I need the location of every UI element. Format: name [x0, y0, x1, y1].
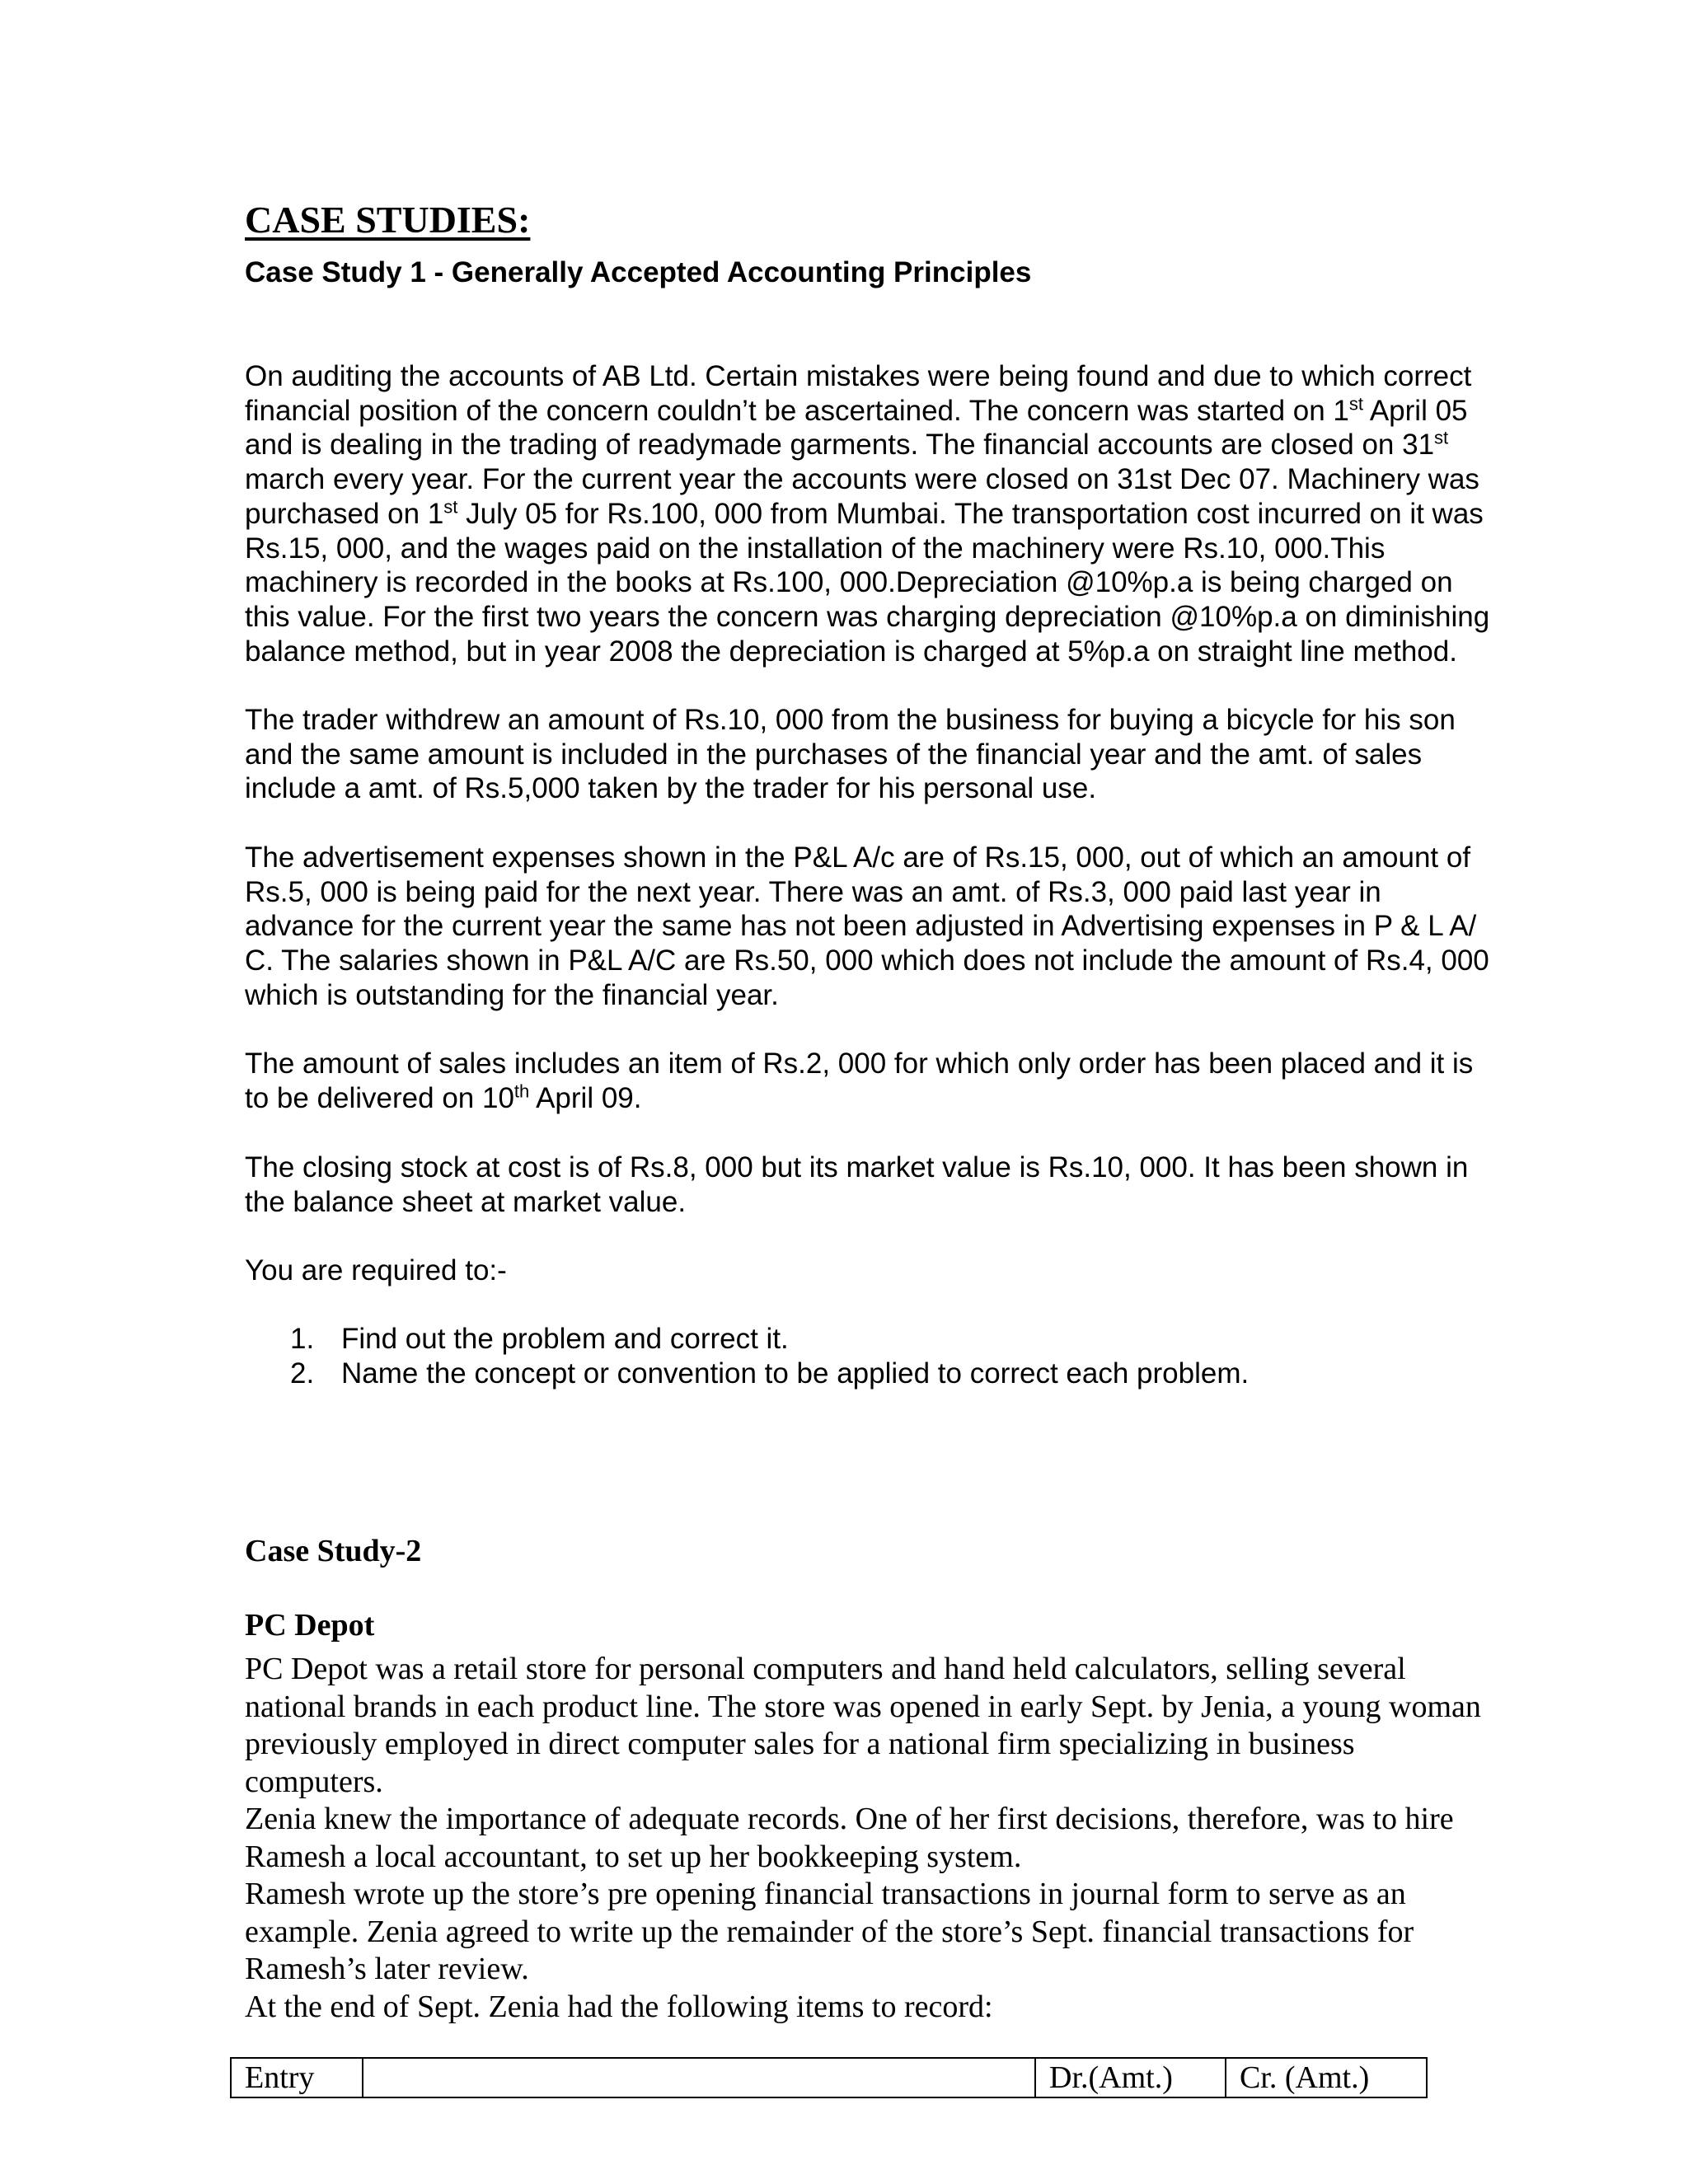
text-line: example. Zenia agreed to write up the remainder of the store’s Sept. financial transactions for	[245, 1914, 1414, 1949]
list-item: 2. Name the concept or convention to be applied to correct each problem.	[290, 1357, 1250, 1390]
text-line: Ramesh a local accountant, to set up her bookkeeping system.	[245, 1839, 1022, 1874]
case-study-1-paragraph-2	[245, 703, 1456, 806]
text-line: Rs.15, 000, and the wages paid on the installation of the machinery were Rs.10, 000.This	[245, 532, 1386, 565]
table-header-entry: Entry	[231, 2058, 363, 2097]
text-line: computers.	[245, 1764, 383, 1799]
page-heading: CASE STUDIES:	[245, 199, 531, 241]
table-header-row	[231, 2058, 1427, 2097]
journal-entry-table	[230, 2057, 1428, 2098]
table-header-credit: Cr. (Amt.)	[1226, 2058, 1427, 2097]
case-study-1-paragraph-5	[245, 1151, 1468, 1219]
table-header-description	[363, 2058, 1035, 2097]
text-line: Zenia knew the importance of adequate records. One of her first decisions, therefore, was to hire	[245, 1802, 1454, 1836]
case-study-2-body	[245, 1651, 1481, 2026]
text-line: Rs.5, 000 is being paid for the next year. There was an amt. of Rs.3, 000 paid last year in	[245, 875, 1381, 908]
case-study-1-paragraph-4	[245, 1047, 1473, 1115]
text-line: balance method, but in year 2008 the depreciation is charged at 5%p.a on straight line method.	[245, 635, 1457, 668]
text-line: At the end of Sept. Zenia had the following items to record:	[245, 1989, 993, 2024]
case-study-1-paragraph-3	[245, 841, 1489, 1013]
text-line: Ramesh’s later review.	[245, 1952, 529, 1986]
text-line: The advertisement expenses shown in the P&L A/c are of Rs.15, 000, out of which an amount of	[245, 841, 1471, 874]
text-line: this value. For the first two years the concern was charging depreciation @10%p.a on diminishing	[245, 600, 1490, 633]
table-header-debit: Dr.(Amt.)	[1035, 2058, 1226, 2097]
text-line: national brands in each product line. The store was opened in early Sept. by Jenia, a young woman	[245, 1689, 1481, 1724]
list-item: 1. Find out the problem and correct it.	[290, 1323, 789, 1355]
text-line: and the same amount is included in the purchases of the financial year and the amt. of sales	[245, 738, 1423, 771]
text-line: march every year. For the current year the accounts were closed on 31st Dec 07. Machinery was	[245, 463, 1479, 496]
case-study-1-title: Case Study 1 - Generally Accepted Accounting Principles	[245, 256, 1032, 288]
text-line: the balance sheet at market value.	[245, 1185, 687, 1218]
case-study-1-instruction: You are required to:-	[245, 1254, 507, 1286]
text-line: financial position of the concern couldn’t be ascertained. The concern was started on 1st April 05	[245, 393, 1468, 427]
text-line: Ramesh wrote up the store’s pre opening financial transactions in journal form to serve as an	[245, 1877, 1406, 1911]
case-study-1-paragraph-1	[245, 359, 1489, 668]
case-study-2-title: Case Study-2	[245, 1534, 422, 1568]
text-line: machinery is recorded in the books at Rs.100, 000.Depreciation @10%p.a is being charged on	[245, 566, 1453, 599]
text-line: which is outstanding for the financial year.	[245, 978, 779, 1011]
text-line: advance for the current year the same has not been adjusted in Advertising expenses in P & L A/	[245, 910, 1477, 943]
text-line: The trader withdrew an amount of Rs.10, 000 from the business for buying a bicycle for his son	[245, 704, 1456, 736]
text-line: to be delivered on 10th April 09.	[245, 1080, 642, 1114]
text-line: include a amt. of Rs.5,000 taken by the trader for his personal use.	[245, 772, 1097, 805]
text-line: The amount of sales includes an item of Rs.2, 000 for which only order has been placed and it is	[245, 1047, 1474, 1080]
case-study-2-subtitle: PC Depot	[245, 1608, 375, 1643]
text-line: and is dealing in the trading of readymade garments. The financial accounts are closed on 31st	[245, 427, 1449, 462]
requirements-list	[290, 1322, 1249, 1390]
text-line: PC Depot was a retail store for personal computers and hand held calculators, selling several	[245, 1652, 1406, 1686]
text-line: C. The salaries shown in P&L A/C are Rs.50, 000 which does not include the amount of Rs.4, 000	[245, 944, 1489, 977]
text-line: purchased on 1st July 05 for Rs.100, 000 from Mumbai. The transportation cost incurred on it was	[245, 496, 1484, 530]
text-line: The closing stock at cost is of Rs.8, 000 but its market value is Rs.10, 000. It has been shown in	[245, 1151, 1469, 1183]
text-line: On auditing the accounts of AB Ltd. Certain mistakes were being found and due to which correct	[245, 360, 1472, 392]
text-line: previously employed in direct computer sales for a national firm specializing in business	[245, 1727, 1355, 1761]
